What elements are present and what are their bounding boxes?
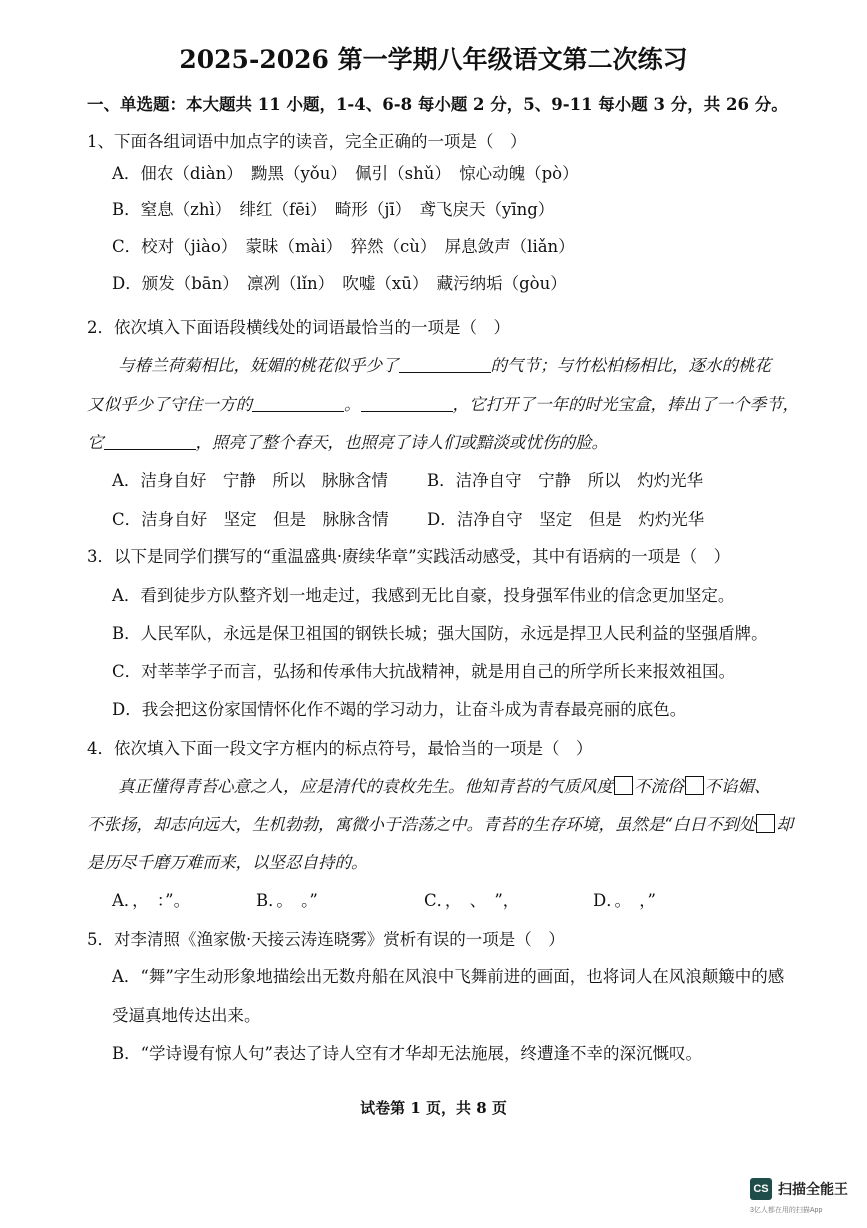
page-title: 2025-2026 第一学期八年级语文第二次练习 (179, 45, 688, 74)
question-1-option-a: A．佃农（diàn） 黝黑（yǒu） 佩引（shǔ） 惊心动魄（pò） (112, 164, 579, 183)
section-heading: 一、单选题：本大题共 11 小题，1-4、6-8 每小题 2 分，5、9-11 每小题 3 分，共 26 分。 (87, 95, 788, 114)
question-4-passage-line-2: 不张扬，却志向远大，生机勃勃，寓微小于浩荡之中。青苔的生存环境，虽然是“白日不到处 却 (87, 815, 793, 834)
question-5-option-a-line-2: 受逼真地传达出来。 (112, 1006, 261, 1025)
question-3-option-a: A．看到徒步方队整齐划一地走过，我感到无比自豪，投身强军伟业的信念更加坚定。 (112, 586, 735, 605)
question-3-option-c: C．对莘莘学子而言，弘扬和传承伟大抗战精神，就是用自己的所学所长来报效祖国。 (112, 662, 736, 681)
question-3-stem: 3．以下是同学们撰写的“重温盛典·赓续华章”实践活动感受，其中有语病的一项是（ ） (87, 547, 731, 566)
question-5-option-a-line-1: A．“舞”字生动形象地描绘出无数舟船在风浪中飞舞前进的画面，也将词人在风浪颠簸中的感 (112, 967, 785, 986)
question-1-option-b: B．窒息（zhì） 绯红（fēi） 畸形（jī） 鸢飞戾天（yīng） (112, 200, 555, 219)
question-4-stem: 4．依次填入下面一段文字方框内的标点符号，最恰当的一项是（ ） (87, 739, 593, 758)
question-5-option-b: B．“学诗谩有惊人句”表达了诗人空有才华却无法施展，终遭逢不幸的深沉慨叹。 (112, 1044, 702, 1063)
page-footer: 试卷第 1 页，共 8 页 (360, 1099, 507, 1117)
fill-blank (361, 395, 453, 412)
question-2-passage-line-1: 与椿兰荷菊相比，妩媚的桃花似乎少了 的气节；与竹松柏杨相比，逐水的桃花 (118, 356, 771, 375)
fill-blank (399, 356, 491, 373)
question-4-option-c: C．， 、 ”， (424, 891, 520, 910)
question-1-option-d: D．颁发（bān） 凛冽（lǐn） 吹嘘（xū） 藏污纳垢（gòu） (112, 274, 567, 293)
question-4-passage-line-3: 是历尽千磨万难而来，以坚忍自持的。 (87, 853, 368, 872)
scanner-brand-name: 扫描全能王 (778, 1181, 848, 1197)
question-4-option-a: A．， ：”。 (112, 891, 191, 910)
question-3-option-b: B．人民军队，永远是保卫祖国的钢铁长城；强大国防，永远是捍卫人民利益的坚强盾牌。 (112, 624, 768, 643)
question-2-option-a: A．洁身自好 宁静 所以 脉脉含情 (112, 471, 388, 490)
scanner-logo-icon: CS (750, 1178, 772, 1200)
question-3-option-d: D．我会把这份家国情怀化作不竭的学习动力，让奋斗成为青春最亮丽的底色。 (112, 700, 687, 719)
scanner-watermark (750, 1178, 865, 1218)
punctuation-box (685, 776, 704, 795)
question-2-passage-line-2: 又似乎少了守住一方的 。 ，它打开了一年的时光宝盒，捧出了一个季节， (87, 395, 799, 414)
question-4-option-b: B．。 。” (256, 891, 318, 910)
fill-blank (104, 433, 196, 450)
fill-blank (252, 395, 344, 412)
question-4-passage-line-1: 真正懂得青苔心意之人，应是清代的袁枚先生。他知青苔的气质风度 不流俗 不谄媚、 (118, 777, 771, 796)
punctuation-box (614, 776, 633, 795)
question-2-option-b: B．洁净自守 宁静 所以 灼灼光华 (427, 471, 704, 490)
question-5-stem: 5．对李清照《渔家傲·天接云涛连晓雾》赏析有误的一项是（ ） (87, 930, 565, 949)
question-1-option-c: C．校对（jiào） 蒙昧（mài） 猝然（cù） 屏息敛声（liǎn） (112, 237, 575, 256)
question-2-passage-line-3: 它 ，照亮了整个春天，也照亮了诗人们或黯淡或忧伤的脸。 (87, 433, 608, 452)
question-2-option-d: D．洁净自守 坚定 但是 灼灼光华 (427, 510, 705, 529)
punctuation-box (756, 814, 775, 833)
question-2-option-c: C．洁身自好 坚定 但是 脉脉含情 (112, 510, 389, 529)
scanner-brand-tagline: 3亿人都在用的扫描App (750, 1207, 823, 1214)
question-2-stem: 2．依次填入下面语段横线处的词语最恰当的一项是（ ） (87, 318, 510, 337)
question-4-option-d: D．。 ，” (593, 891, 656, 910)
question-1-stem: 1、下面各组词语中加点字的读音，完全正确的一项是（ ） (87, 132, 527, 151)
